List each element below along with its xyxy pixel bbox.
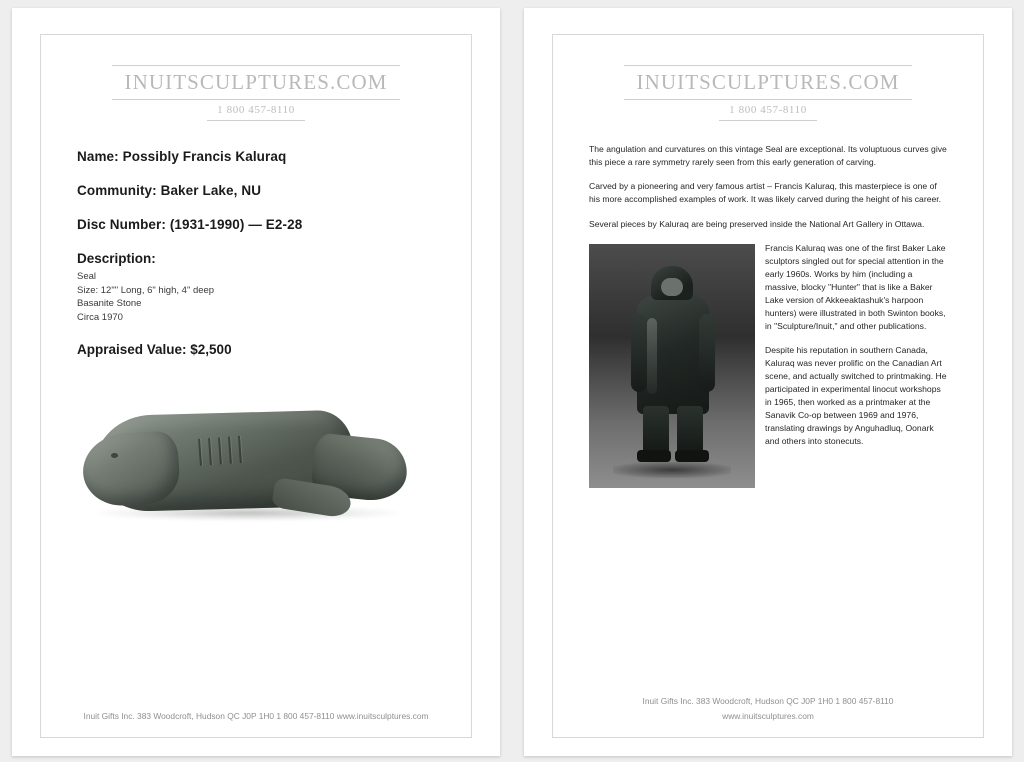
description-item: Basanite Stone <box>77 298 142 310</box>
article-paragraph-wrapped: Despite his reputation in southern Canada, Kaluraq was never prolific on the Canadian Art scene, and actually switched to printmaking. He participated in experimental linocut workshops in 1965, then worked as a printmaker at the Sanavik Co-op between 1969 and 1976, translating drawings by Anguhadluq, Oonark and others into stonecuts. <box>765 345 947 447</box>
description-item: Size: 12"" Long, 6" high, 4" deep <box>77 284 215 296</box>
page-1-content <box>41 35 471 737</box>
seal-sculpture-photo <box>77 401 435 551</box>
article-paragraph-wrapped: Francis Kaluraq was one of the first Baker Lake sculptors singled out for special attention in the early 1960s. Works by him (including a massive, blocky "Hunter" that is like a Baker Lake version of Akkeeaktashuk's harpoon hunters) were illustrated in both Swinton books, in "Sculpture/Inuit," and other publications. <box>765 242 946 331</box>
seal-head <box>81 431 181 508</box>
figure-shadow <box>613 462 731 478</box>
figure-foot-right <box>675 450 709 462</box>
article-paragraph: Carved by a pioneering and very famous artist – Francis Kaluraq, this masterpiece is one of his more accomplished examples of work. It was likely carved during the height of his career. <box>589 181 942 205</box>
brand-title: INUITSCULPTURES.COM <box>112 65 399 100</box>
field-disc-number: Disc Number: (1931-1990) — E2-28 <box>77 217 303 233</box>
figure-arm-left <box>631 314 647 392</box>
page-sheet-left <box>12 8 500 756</box>
footer-text-line1: Inuit Gifts Inc. 383 Woodcroft, Hudson QC J0P 1H0 1 800 457-8110 <box>642 696 894 707</box>
masthead-right <box>589 57 947 121</box>
figure-block <box>589 242 947 494</box>
page-sheet-right <box>524 8 1012 756</box>
page-2-footer <box>553 694 983 723</box>
appraisal-fields <box>77 149 435 357</box>
page-2-content <box>553 35 983 737</box>
brand-phone: 1 800 457-8110 <box>719 104 817 121</box>
seal-ridges <box>198 435 252 467</box>
brand-phone: 1 800 457-8110 <box>207 104 305 121</box>
field-description-label: Description: <box>77 251 156 267</box>
masthead-left <box>77 57 435 121</box>
page-1-footer <box>41 709 471 723</box>
figure-face <box>661 278 683 296</box>
article-body <box>589 143 947 493</box>
article-paragraph: Several pieces by Kaluraq are being preserved inside the National Art Gallery in Ottawa. <box>589 218 925 229</box>
document-page-1 <box>40 34 472 738</box>
kaluraq-figure-photo <box>589 244 755 488</box>
description-item: Circa 1970 <box>77 311 123 323</box>
field-name: Name: Possibly Francis Kaluraq <box>77 149 287 165</box>
description-item: Seal <box>77 271 97 283</box>
document-page-2 <box>552 34 984 738</box>
figure-arm-right <box>699 314 715 392</box>
article-paragraph: The angulation and curvatures on this vintage Seal are exceptional. Its voluptuous curves give this piece a rare symmetry rarely seen from this early generation of carving. <box>589 144 947 168</box>
footer-text: Inuit Gifts Inc. 383 Woodcroft, Hudson QC J0P 1H0 1 800 457-8110 www.inuitsculptures.com <box>83 710 429 721</box>
figure-foot-left <box>637 450 671 462</box>
description-list <box>77 270 435 324</box>
field-community: Community: Baker Lake, NU <box>77 183 262 199</box>
field-appraised-value: Appraised Value: $2,500 <box>77 342 232 358</box>
figure-highlight <box>647 318 657 394</box>
footer-text-line2: www.inuitsculptures.com <box>722 710 814 721</box>
brand-title: INUITSCULPTURES.COM <box>624 65 911 100</box>
